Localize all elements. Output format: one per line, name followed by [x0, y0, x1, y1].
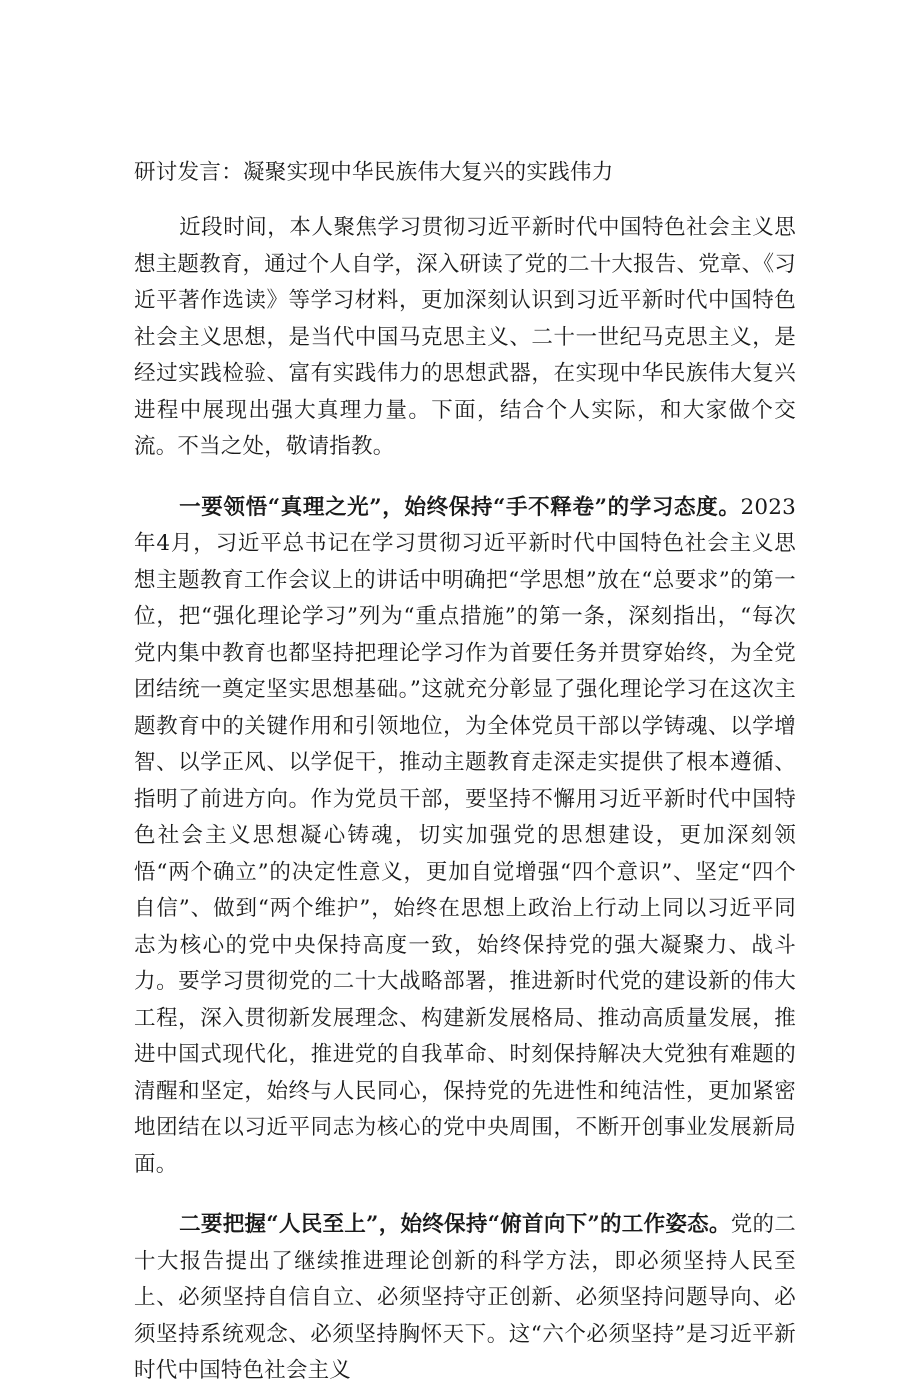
paragraph-body: 近段时间，本人聚焦学习贯彻习近平新时代中国特色社会主义思想主题教育，通过个人自学，深入研读了党的二十大报告、党章、《习近平著作选读》等学习材料，更加深刻认识到习近平新时代中国特色社会主义思想，是当代中国马克思主义、二十一世纪马克思主义，是经过实践检验、富有实践伟力的思想武器，在实现中华民族伟大复兴进程中展现出强大真理力量。下面，结合个人实际，和大家做个交流。不当之处，敬请指教。 [134, 215, 796, 459]
paragraph-body: 2023年4月，习近平总书记在学习贯彻习近平新时代中国特色社会主义思想主题教育工作会议上的讲话中明确把“学思想”放在“总要求”的第一位，把“强化理论学习”列为“重点措施”的第一条，深刻指出，“每次党内集中教育也都坚持把理论学习作为首要任务并贯穿始终，为全党团结统一奠定坚实思想基础。”这就充分彰显了强化理论学习在这次主题教育中的关键作用和引领地位，为全体党员干部以学铸魂、以学增智、以学正风、以学促干，推动主题教育走深走实提供了根本遵循、指明了前进方向。作为党员干部，要坚持不懈用习近平新时代中国特色社会主义思想凝心铸魂，切实加强党的思想建设，更加深刻领悟“两个确立”的决定性意义，更加自觉增强“四个意识”、坚定“四个自信”、做到“两个维护”，始终在思想上政治上行动上同以习近平同志为核心的党中央保持高度一致，始终保持党的强大凝聚力、战斗力。要学习贯彻党的二十大战略部署，推进新时代党的建设新的伟大工程，深入贯彻新发展理念、构建新发展格局、推动高质量发展，推进中国式现代化，推进党的自我革命、时刻保持解决大党独有难题的清醒和坚定，始终与人民同心，保持党的先进性和纯洁性，更加紧密地团结在以习近平同志为核心的党中央周围，不断开创事业发展新局面。 [134, 494, 796, 1177]
paragraph-body: 党的二十大报告提出了继续推进理论创新的科学方法，即必须坚持人民至上、必须坚持自信自立、必须坚持守正创新、必须坚持问题导向、必须坚持系统观念、必须坚持胸怀天下。这“六个必须坚持”是习近平新时代中国特色社会主义 [134, 1212, 796, 1383]
paragraph-point-two [134, 1207, 796, 1390]
paragraph-point-one [134, 490, 796, 1184]
paragraph-lead: 一要领悟“真理之光”，始终保持“手不释卷”的学习态度。 [179, 494, 741, 520]
paragraph-lead: 二要把握“人民至上”，始终保持“俯首向下”的工作姿态。 [179, 1212, 731, 1237]
paragraph-intro [134, 210, 796, 466]
document-title: 研讨发言：凝聚实现中华民族伟大复兴的实践伟力 [134, 160, 614, 185]
document-content [134, 156, 796, 1390]
